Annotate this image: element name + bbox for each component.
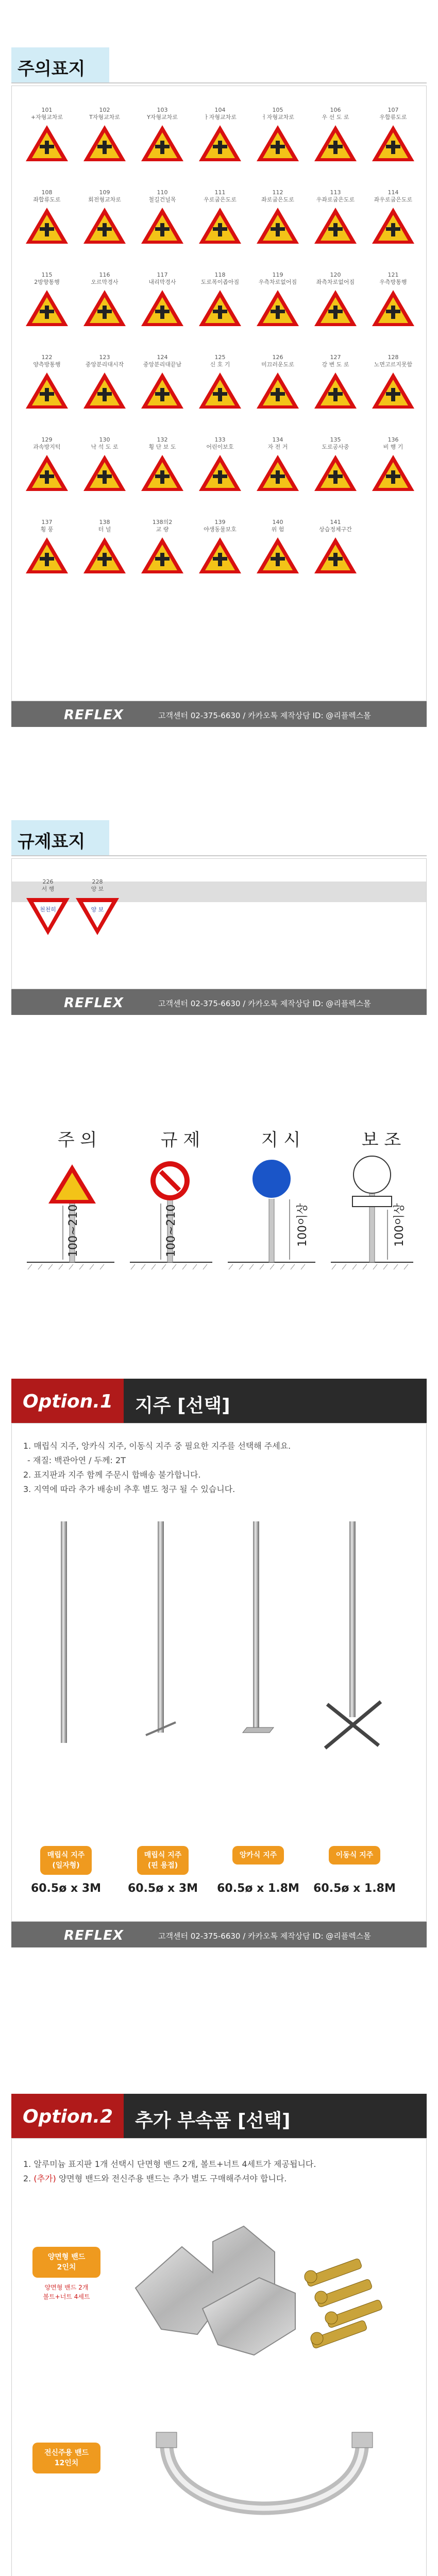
warning-triangle-icon xyxy=(313,536,358,575)
caution-section-title: 주의표지 xyxy=(18,59,86,79)
option2-note: 2. (추가) 양면형 밴드와 전신주용 밴드는 추가 별도 구매해주셔야 합니다. xyxy=(23,2174,287,2183)
post-spec-text: 60.5ø x 1.8M xyxy=(313,1882,396,1895)
warning-triangle-icon xyxy=(313,454,358,493)
sign-name: 중앙분리대끝남 xyxy=(143,361,182,368)
part-contents-note: 양면형 밴드 2개 볼트+너트 4세트 xyxy=(43,2284,90,2300)
option2-header xyxy=(11,2094,427,2138)
caution-sign xyxy=(194,107,246,163)
sign-name: 서 행 xyxy=(41,886,55,892)
warning-triangle-icon xyxy=(371,207,415,246)
sign-name: 우측차로없어짐 xyxy=(258,279,297,285)
regulatory-section-title: 규제표지 xyxy=(18,832,86,852)
option1-title: 지주 [선택] xyxy=(135,1395,230,1416)
sign-code: 102 xyxy=(99,107,110,113)
post-type-badge: 매립식 지주 (핀 용접) xyxy=(137,1846,189,1875)
caution-sign xyxy=(21,107,73,163)
caution-sign xyxy=(310,189,361,246)
sign-code: 110 xyxy=(157,189,168,196)
caution-sign xyxy=(79,519,130,575)
caution-sign xyxy=(137,436,188,493)
caution-sign xyxy=(21,272,73,328)
dimension-label: 100이상 xyxy=(296,1203,309,1247)
warning-triangle-icon xyxy=(25,207,69,246)
warning-triangle-icon xyxy=(198,371,242,411)
post-type-badge: 앙카식 지주 xyxy=(232,1846,284,1865)
caution-sign xyxy=(79,189,130,246)
brand-logo: REFLEX xyxy=(64,1928,124,1943)
sign-name: 2방향통행 xyxy=(34,279,60,285)
caution-sign xyxy=(310,272,361,328)
caution-sign xyxy=(367,107,419,163)
sign-name: 위 험 xyxy=(271,526,284,533)
caution-sign xyxy=(194,189,246,246)
warning-triangle-icon xyxy=(313,124,358,163)
warning-triangle-icon xyxy=(25,289,69,328)
sign-name: 자 전 거 xyxy=(267,444,288,450)
warning-triangle-icon xyxy=(256,536,300,575)
caution-sign xyxy=(21,436,73,493)
sign-code: 122 xyxy=(41,354,53,361)
yield-triangle-icon xyxy=(25,896,71,936)
sign-code: 123 xyxy=(99,354,110,361)
sign-code: 108 xyxy=(41,189,53,196)
sign-name: 신 호 기 xyxy=(210,361,230,368)
sign-code: 126 xyxy=(272,354,283,361)
warning-triangle-icon xyxy=(140,454,184,493)
sign-code: 124 xyxy=(157,354,168,361)
sign-code: 106 xyxy=(330,107,341,113)
caution-sign xyxy=(79,107,130,163)
option1-note: 3. 지역에 따라 추가 배송비 추후 별도 청구 될 수 있습니다. xyxy=(23,1484,235,1494)
footer-bar xyxy=(11,701,427,727)
warning-triangle-icon xyxy=(140,371,184,411)
warning-triangle-icon xyxy=(256,371,300,411)
option2-tab xyxy=(11,2094,124,2138)
option1-header xyxy=(11,1379,427,1423)
sign-name: 강 변 도 로 xyxy=(322,361,349,368)
sign-name: ㅓ자형교차로 xyxy=(261,114,294,121)
divider xyxy=(11,82,427,83)
post-type-label: 주 의 xyxy=(57,1130,97,1150)
caution-sign xyxy=(137,189,188,246)
sign-name: 야생동물보호 xyxy=(204,526,237,533)
warning-triangle-icon xyxy=(313,371,358,411)
warning-triangle-icon xyxy=(140,207,184,246)
caution-sign xyxy=(194,272,246,328)
warning-triangle-icon xyxy=(198,536,242,575)
warning-triangle-icon xyxy=(371,454,415,493)
sign-code: 113 xyxy=(330,189,341,196)
warning-triangle-icon xyxy=(313,207,358,246)
sign-name: 도로폭이좁아짐 xyxy=(200,279,240,285)
sign-code: 114 xyxy=(388,189,399,196)
warning-triangle-icon xyxy=(25,371,69,411)
caution-sign xyxy=(252,519,304,575)
sign-name: 회전형교차로 xyxy=(88,196,121,203)
caution-sign xyxy=(252,107,304,163)
sign-name: 우로굽은도로 xyxy=(204,196,237,203)
sign-code: 107 xyxy=(388,107,399,113)
sign-code: 120 xyxy=(330,272,341,278)
sign-name: ㅏ자형교차로 xyxy=(204,114,237,121)
caution-sign xyxy=(21,354,73,411)
caution-sign xyxy=(137,272,188,328)
post-type-label: 지 시 xyxy=(261,1130,301,1150)
warning-triangle-icon xyxy=(313,289,358,328)
sign-code: 226 xyxy=(42,878,54,885)
sign-name: 양측방통행 xyxy=(33,361,61,368)
sign-code: 135 xyxy=(330,436,341,443)
sign-name: 좌로굽은도로 xyxy=(261,196,294,203)
caution-sign xyxy=(367,436,419,493)
warning-triangle-icon xyxy=(82,124,127,163)
warning-triangle-icon xyxy=(371,289,415,328)
sign-name: Y자형교차로 xyxy=(147,114,178,121)
warning-triangle-icon xyxy=(256,289,300,328)
caution-sign xyxy=(252,272,304,328)
sign-code: 141 xyxy=(330,519,341,526)
caution-sign xyxy=(310,436,361,493)
sign-code: 105 xyxy=(272,107,283,113)
caution-sign xyxy=(367,189,419,246)
regulatory-section-tab xyxy=(11,820,109,855)
sign-code: 128 xyxy=(388,354,399,361)
sign-name: 비 행 기 xyxy=(383,444,403,450)
sign-name: 철길건널목 xyxy=(148,196,176,203)
warning-triangle-icon xyxy=(82,454,127,493)
caution-sign xyxy=(367,272,419,328)
post-images xyxy=(12,1506,426,1774)
sign-code: 140 xyxy=(272,519,283,526)
warning-triangle-icon xyxy=(198,289,242,328)
warning-triangle-icon xyxy=(140,289,184,328)
contact-info: 고객센터 02-375-6630 / 카카오톡 제작상담 ID: @리플렉스몰 xyxy=(158,711,371,720)
sign-name: 중앙분리대시작 xyxy=(85,361,124,368)
option1-tab-label: Option.1 xyxy=(23,1391,113,1412)
warning-triangle-icon xyxy=(256,454,300,493)
double-band-image xyxy=(125,2211,414,2370)
sign-code: 132 xyxy=(157,436,168,443)
contact-info: 고객센터 02-375-6630 / 카카오톡 제작상담 ID: @리플렉스몰 xyxy=(158,999,371,1008)
caution-section-tab xyxy=(11,47,109,82)
dimension-label: 100~210 xyxy=(67,1204,80,1257)
caution-sign xyxy=(252,436,304,493)
dimension-label: 100이상 xyxy=(393,1203,406,1247)
sign-name: 낙 석 도 로 xyxy=(91,444,119,450)
sign-code: 127 xyxy=(330,354,341,361)
caution-sign xyxy=(21,519,73,575)
caution-sign xyxy=(137,107,188,163)
sign-name: 오르막경사 xyxy=(91,279,119,285)
sign-name: 어린이보호 xyxy=(206,444,234,450)
part-badge: 양면형 밴드 2인치 xyxy=(32,2247,100,2278)
option2-tab-label: Option.2 xyxy=(23,2106,113,2127)
sign-code: 137 xyxy=(41,519,53,526)
option1-note: 1. 매립식 지주, 앙카식 지주, 이동식 지주 중 필요한 지주를 선택해 주세요. xyxy=(23,1441,291,1451)
caution-sign xyxy=(194,436,246,493)
sign-name: 우측방통행 xyxy=(379,279,407,285)
option2-note: 1. 알루미늄 표지판 1개 선택시 단면형 밴드 2개, 볼트+너트 4세트가 제공됩니다. xyxy=(23,2159,316,2169)
caution-sign xyxy=(252,189,304,246)
post-spec-text: 60.5ø x 3M xyxy=(127,1882,198,1895)
caution-sign xyxy=(21,189,73,246)
option1-panel xyxy=(11,1423,427,1922)
warning-triangle-icon xyxy=(256,124,300,163)
sign-face-text: 천천히 xyxy=(40,906,56,913)
sign-name: 노면고르지못함 xyxy=(374,361,413,368)
sign-name: 우합류도로 xyxy=(379,114,407,121)
footer-bar xyxy=(11,989,427,1015)
divider xyxy=(11,855,427,856)
sign-face-text: 양 보 xyxy=(91,906,104,913)
post-spec-text: 60.5ø x 3M xyxy=(30,1882,102,1895)
sign-name: 도로공사중 xyxy=(322,444,349,450)
caution-sign xyxy=(79,354,130,411)
sign-code: 125 xyxy=(214,354,226,361)
option2-title: 추가 부속품 [선택] xyxy=(135,2110,291,2131)
regulatory-sign xyxy=(72,878,123,936)
sign-name: 터 널 xyxy=(98,526,111,533)
part-badge: 전신주용 밴드 12인치 xyxy=(32,2443,100,2473)
extra-tag: (추가) xyxy=(33,2174,56,2183)
warning-triangle-icon xyxy=(198,454,242,493)
yield-triangle-icon xyxy=(75,896,120,936)
post-type-badge: 이동식 지주 xyxy=(329,1846,380,1865)
sign-code: 121 xyxy=(388,272,399,278)
caution-sign xyxy=(310,107,361,163)
post-type-label: 보 조 xyxy=(361,1130,401,1150)
caution-sign xyxy=(367,354,419,411)
option1-tab xyxy=(11,1379,124,1423)
sign-code: 138의2 xyxy=(152,519,173,526)
sign-name: 좌측차로없어짐 xyxy=(316,279,355,285)
sign-code: 111 xyxy=(214,189,226,196)
warning-triangle-icon xyxy=(198,124,242,163)
warning-triangle-icon xyxy=(256,207,300,246)
caution-sign xyxy=(79,272,130,328)
sign-name: 좌합류도로 xyxy=(33,196,61,203)
dimension-label: 100~210 xyxy=(165,1204,178,1257)
sign-code: 103 xyxy=(157,107,168,113)
brand-logo: REFLEX xyxy=(64,995,124,1011)
sign-code: 130 xyxy=(99,436,110,443)
warning-triangle-icon xyxy=(25,536,69,575)
warning-triangle-icon xyxy=(371,124,415,163)
sign-name: 내리막경사 xyxy=(148,279,176,285)
sign-code: 139 xyxy=(214,519,226,526)
warning-triangle-icon xyxy=(25,454,69,493)
post-type-label: 규 제 xyxy=(160,1130,200,1150)
sign-name: 우좌로굽은도로 xyxy=(316,196,355,203)
caution-sign xyxy=(252,354,304,411)
caution-sign xyxy=(194,354,246,411)
sign-name: 우 선 도 로 xyxy=(322,114,349,121)
sign-name: +자형교차로 xyxy=(30,114,63,121)
sign-code: 133 xyxy=(214,436,226,443)
warning-triangle-icon xyxy=(25,124,69,163)
caution-sign xyxy=(310,519,361,575)
caution-sign xyxy=(137,519,188,575)
sign-code: 119 xyxy=(272,272,283,278)
caution-sign-panel xyxy=(11,86,427,701)
sign-code: 115 xyxy=(41,272,53,278)
option1-note: - 재질: 백관아연 / 두께: 2T xyxy=(27,1455,126,1465)
sign-code: 138 xyxy=(99,519,110,526)
sign-code: 112 xyxy=(272,189,283,196)
warning-triangle-icon xyxy=(140,124,184,163)
contact-info: 고객센터 02-375-6630 / 카카오톡 제작상담 ID: @리플렉스몰 xyxy=(158,1931,371,1941)
warning-triangle-icon xyxy=(371,371,415,411)
pole-band-image xyxy=(136,2401,393,2551)
sign-code: 109 xyxy=(99,189,110,196)
sign-code: 118 xyxy=(214,272,226,278)
sign-code: 134 xyxy=(272,436,283,443)
footer-bar xyxy=(11,1922,427,1947)
sign-code: 101 xyxy=(41,107,53,113)
sign-code: 117 xyxy=(157,272,168,278)
brand-logo: REFLEX xyxy=(64,707,124,723)
sign-name: 좌우로굽은도로 xyxy=(374,196,413,203)
warning-triangle-icon xyxy=(140,536,184,575)
warning-triangle-icon xyxy=(82,371,127,411)
post-spec-text: 60.5ø x 1.8M xyxy=(217,1882,299,1895)
sign-name: 미끄러운도로 xyxy=(261,361,294,368)
warning-triangle-icon xyxy=(82,289,127,328)
sign-code: 228 xyxy=(92,878,103,885)
sign-code: 129 xyxy=(41,436,53,443)
sign-name: 양 보 xyxy=(91,886,104,892)
sign-name: 과속방지턱 xyxy=(33,444,61,450)
regulatory-sign xyxy=(22,878,74,936)
sign-name: T자형교차로 xyxy=(89,114,120,121)
sign-code: 136 xyxy=(388,436,399,443)
sign-name: 교 량 xyxy=(156,526,169,533)
caution-sign xyxy=(79,436,130,493)
option1-note: 2. 표지판과 지주 함께 주문시 합배송 불가합니다. xyxy=(23,1470,201,1480)
sign-code: 104 xyxy=(214,107,226,113)
caution-sign xyxy=(310,354,361,411)
warning-triangle-icon xyxy=(82,207,127,246)
option2-panel xyxy=(11,2138,427,2576)
sign-name: 횡 단 보 도 xyxy=(148,444,176,450)
warning-triangle-icon xyxy=(82,536,127,575)
regulatory-sign-panel xyxy=(11,858,427,989)
post-type-badge: 매립식 지주 (일자형) xyxy=(40,1846,92,1875)
caution-sign xyxy=(194,519,246,575)
sign-code: 116 xyxy=(99,272,110,278)
sign-name: 횡 풍 xyxy=(40,526,54,533)
caution-sign xyxy=(137,354,188,411)
warning-triangle-icon xyxy=(198,207,242,246)
sign-name: 상습정체구간 xyxy=(319,526,352,533)
